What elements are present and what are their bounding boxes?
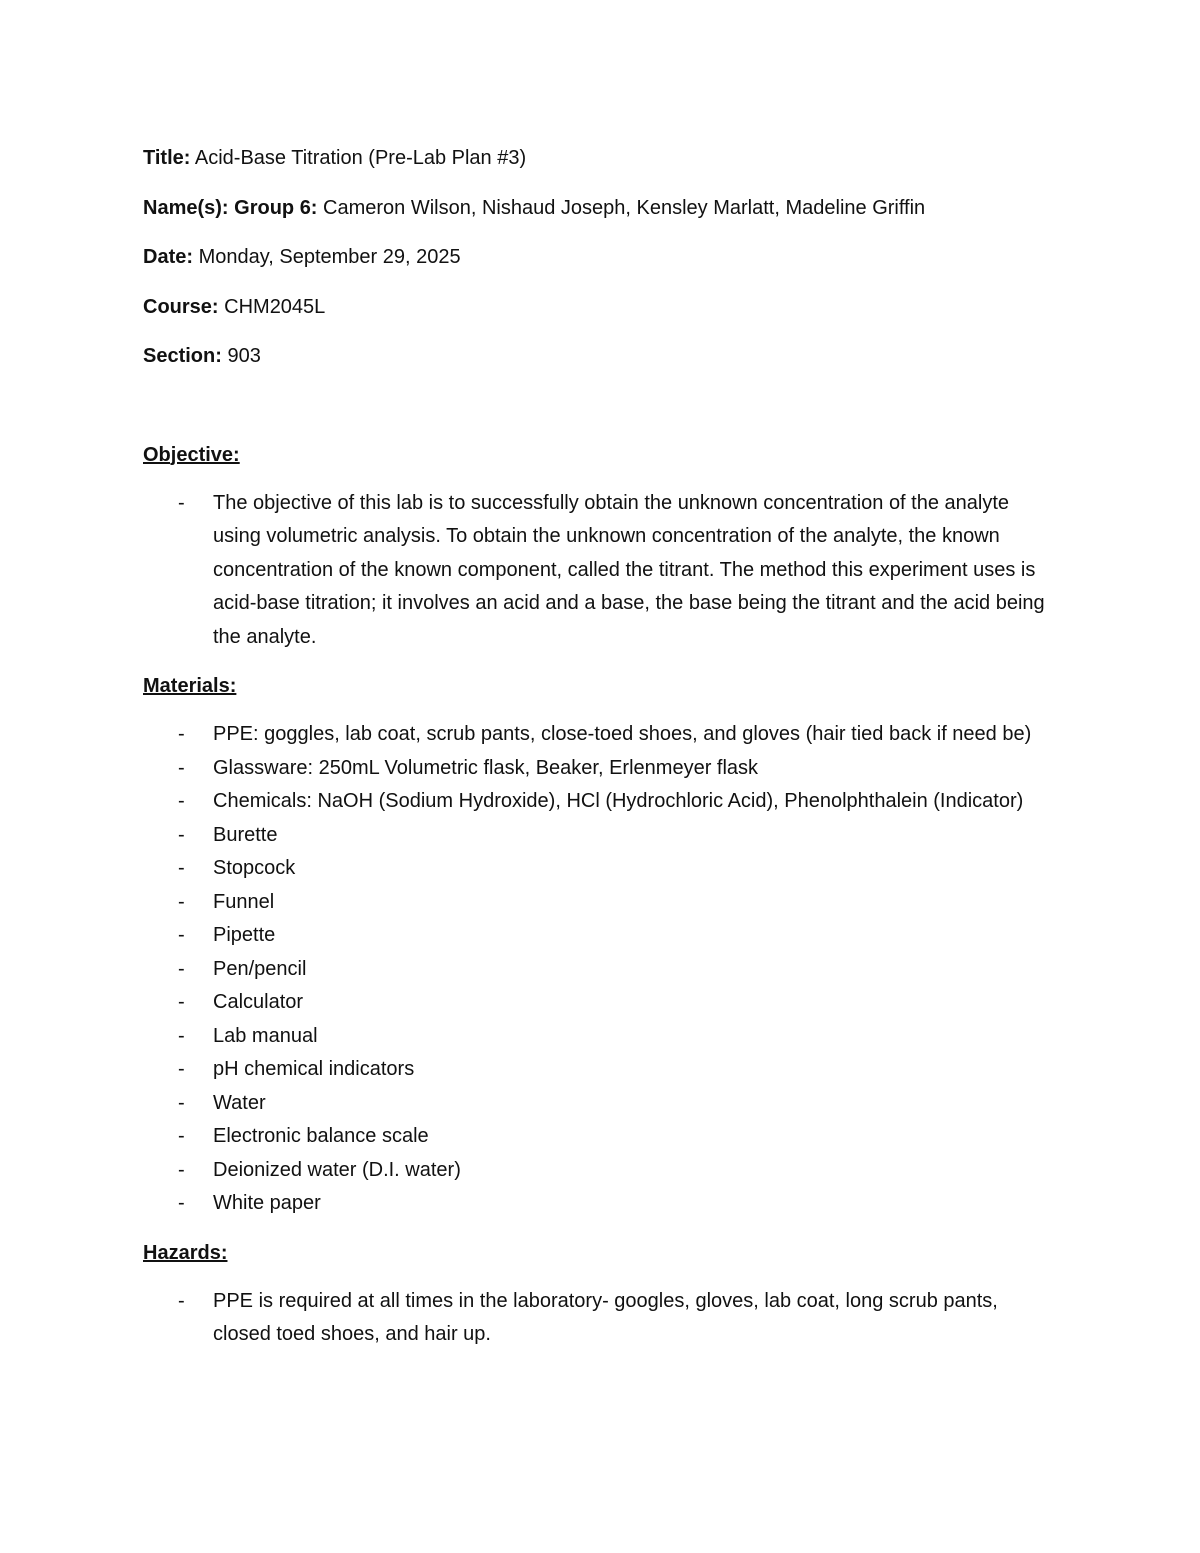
section-value: 903 (227, 345, 261, 367)
names-label: Name(s): (143, 196, 229, 219)
materials-heading: Materials: (143, 675, 237, 697)
dash-bullet: - (178, 756, 185, 779)
list-item-text: PPE is required at all times in the laboratory- googles, gloves, lab coat, long scrub pants, closed toed shoes, and hair up. (213, 1289, 998, 1345)
dash-bullet: - (178, 723, 185, 745)
dash-bullet: - (178, 1289, 185, 1312)
list-item-text: PPE: goggles, lab coat, scrub pants, close-toed shoes, and gloves (hair tied back if need be) (213, 723, 1032, 745)
date-field (143, 242, 1058, 272)
list-item (143, 986, 1058, 1020)
dash-bullet: - (178, 823, 185, 846)
objective-heading: Objective: (143, 443, 240, 466)
names-field (143, 193, 1058, 223)
dash-bullet: - (178, 1158, 185, 1181)
hazards-heading: Hazards: (143, 1241, 228, 1264)
names-value: Cameron Wilson, Nishaud Joseph, Kensley Marlatt, Madeline Griffin (323, 196, 926, 219)
objective-list (143, 487, 1058, 655)
list-item-text: Calculator (213, 991, 304, 1013)
group-label: Group 6: (234, 196, 318, 219)
list-item-text: Lab manual (213, 1024, 318, 1047)
list-item (143, 953, 1058, 987)
section-label: Section: (143, 345, 222, 367)
dash-bullet: - (178, 890, 185, 913)
list-item (143, 785, 1058, 819)
list-item (143, 1187, 1058, 1221)
list-item-text: Glassware: 250mL Volumetric flask, Beaker, Erlenmeyer flask (213, 756, 759, 779)
list-item-text: Deionized water (D.I. water) (213, 1158, 461, 1181)
list-item-text: Water (213, 1091, 266, 1114)
list-item (143, 1120, 1058, 1154)
title-label: Title: (143, 147, 191, 169)
list-item (143, 886, 1058, 920)
list-item-text: Funnel (213, 890, 275, 913)
date-value: Monday, September 29, 2025 (198, 246, 461, 268)
list-item-text: White paper (213, 1192, 321, 1214)
dash-bullet: - (178, 957, 185, 980)
course-label: Course: (143, 295, 219, 318)
list-item (143, 852, 1058, 886)
dash-bullet: - (178, 1058, 185, 1080)
dash-bullet: - (178, 924, 185, 946)
section-field (143, 341, 1058, 371)
list-item (143, 1087, 1058, 1121)
list-item (143, 1020, 1058, 1054)
list-item (143, 752, 1058, 786)
materials-list (143, 718, 1058, 1221)
course-value: CHM2045L (224, 295, 326, 318)
title-field (143, 143, 1058, 173)
list-item (143, 487, 1058, 655)
title-value: Acid-Base Titration (Pre-Lab Plan #3) (194, 147, 527, 169)
list-item-text: Pen/pencil (213, 957, 307, 980)
dash-bullet: - (178, 1125, 185, 1147)
dash-bullet: - (178, 1024, 185, 1047)
list-item-text: The objective of this lab is to successfully obtain the unknown concentration of the analyte using volumetric analysis. To obtain the unknown concentration of the analyte, the known concentration of the known component, called the titrant. The method this experiment uses is acid-base titration; it involves an acid and a base, the base being the titrant and the acid being the analyte. (213, 491, 1045, 648)
header-spacer (143, 391, 1058, 440)
dash-bullet: - (178, 857, 185, 879)
list-item (143, 819, 1058, 853)
list-item-text: pH chemical indicators (213, 1058, 415, 1080)
dash-bullet: - (178, 790, 185, 812)
list-item-text: Electronic balance scale (213, 1125, 429, 1147)
dash-bullet: - (178, 491, 185, 514)
date-label: Date: (143, 246, 194, 268)
document-page (143, 143, 1058, 1369)
list-item (143, 718, 1058, 752)
list-item-text: Burette (213, 823, 278, 846)
list-item-text: Chemicals: NaOH (Sodium Hydroxide), HCl (Hydrochloric Acid), Phenolphthalein (Indicator) (213, 790, 1024, 812)
list-item (143, 1154, 1058, 1188)
list-item (143, 1285, 1058, 1352)
list-item-text: Pipette (213, 924, 276, 946)
dash-bullet: - (178, 991, 185, 1013)
hazards-list (143, 1285, 1058, 1352)
dash-bullet: - (178, 1192, 185, 1214)
course-field (143, 292, 1058, 322)
list-item (143, 1053, 1058, 1087)
dash-bullet: - (178, 1091, 185, 1114)
list-item-text: Stopcock (213, 857, 296, 879)
list-item (143, 919, 1058, 953)
